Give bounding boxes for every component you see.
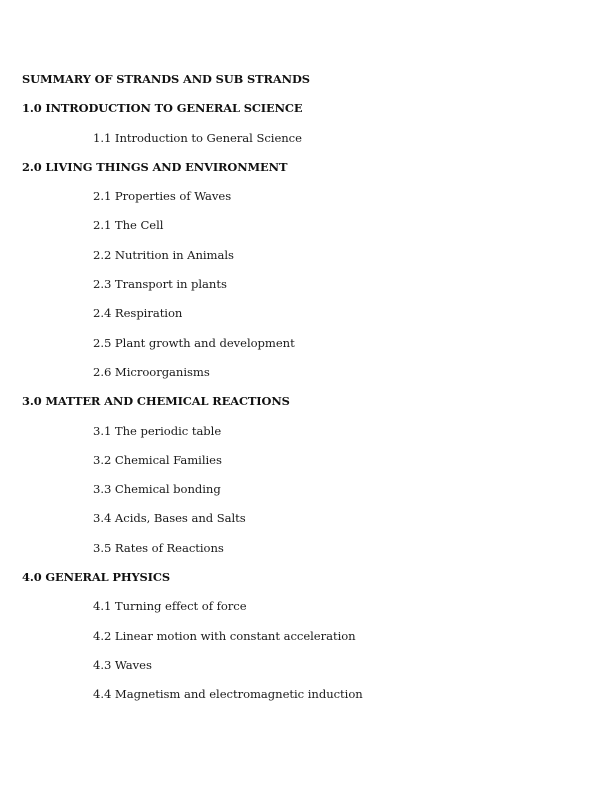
- sub-strand-2-1a: 2.1 Properties of Waves: [93, 189, 232, 203]
- sub-strand-4-4: 4.4 Magnetism and electromagnetic induction: [93, 687, 363, 701]
- sub-strand-3-1: 3.1 The periodic table: [93, 424, 222, 438]
- sub-strand-3-3: 3.3 Chemical bonding: [93, 482, 221, 496]
- sub-strand-4-2: 4.2 Linear motion with constant acceleration: [93, 629, 356, 643]
- strand-heading-4: 4.0 GENERAL PHYSICS: [22, 570, 170, 584]
- strand-heading-3: 3.0 MATTER AND CHEMICAL REACTIONS: [22, 394, 290, 408]
- sub-strand-2-6: 2.6 Microorganisms: [93, 365, 210, 379]
- document-title: SUMMARY OF STRANDS AND SUB STRANDS: [22, 72, 310, 86]
- sub-strand-4-1: 4.1 Turning effect of force: [93, 599, 247, 613]
- sub-strand-3-2: 3.2 Chemical Families: [93, 453, 222, 467]
- strand-heading-2: 2.0 LIVING THINGS AND ENVIRONMENT: [22, 160, 288, 174]
- sub-strand-2-5: 2.5 Plant growth and development: [93, 336, 295, 350]
- sub-strand-2-4: 2.4 Respiration: [93, 306, 183, 320]
- sub-strand-2-3: 2.3 Transport in plants: [93, 277, 227, 291]
- sub-strand-3-4: 3.4 Acids, Bases and Salts: [93, 511, 246, 525]
- sub-strand-3-5: 3.5 Rates of Reactions: [93, 541, 224, 555]
- sub-strand-4-3: 4.3 Waves: [93, 658, 152, 672]
- strand-heading-1: 1.0 INTRODUCTION TO GENERAL SCIENCE: [22, 101, 303, 115]
- sub-strand-2-1b: 2.1 The Cell: [93, 218, 164, 232]
- sub-strand-1-1: 1.1 Introduction to General Science: [93, 131, 302, 145]
- sub-strand-2-2: 2.2 Nutrition in Animals: [93, 248, 234, 262]
